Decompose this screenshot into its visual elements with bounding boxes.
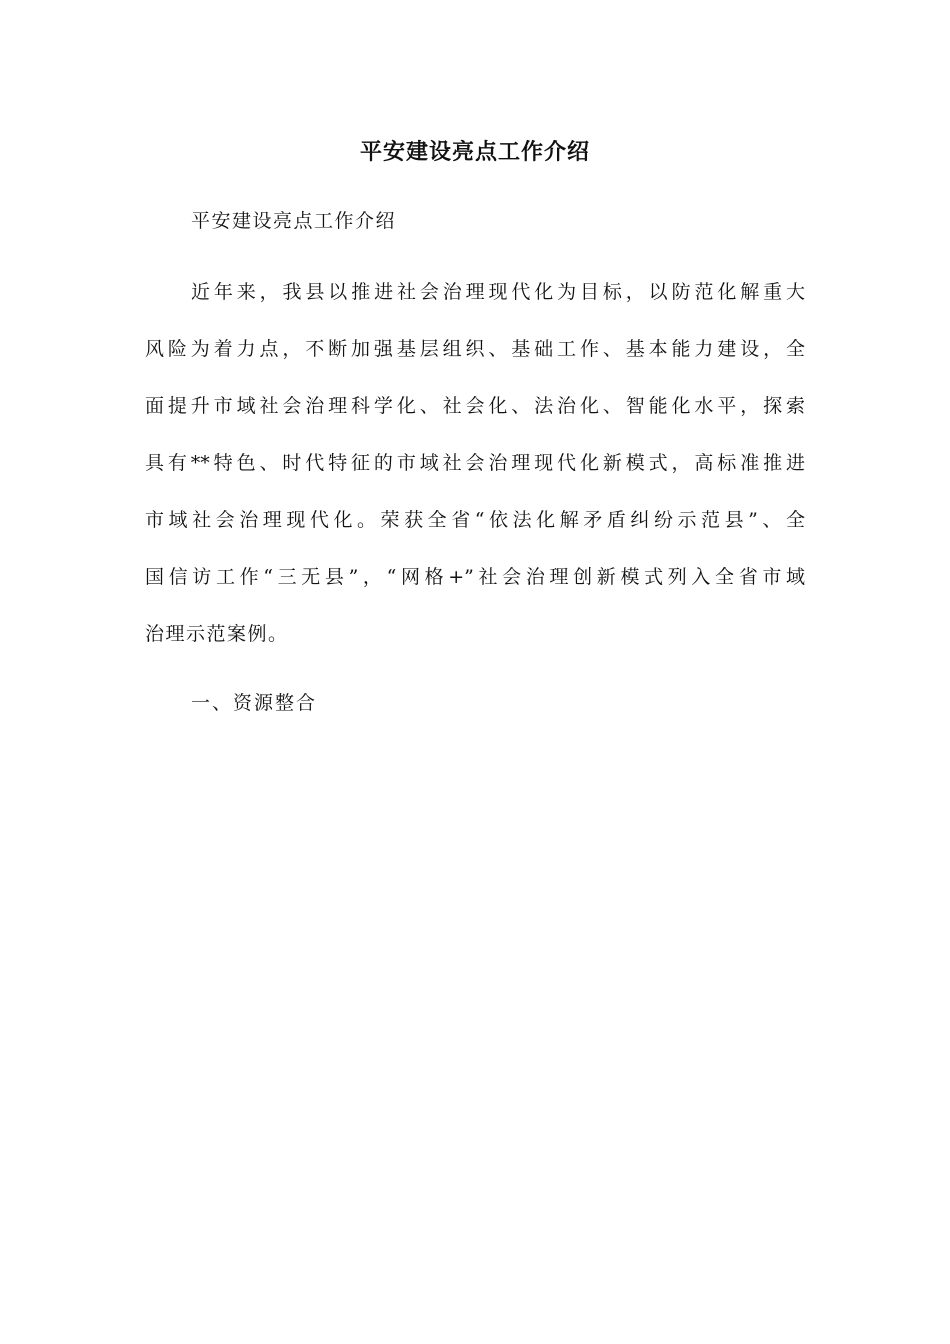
paragraph-line: 面提升市域社会治理科学化、社会化、法治化、智能化水平，探索 [145, 395, 805, 417]
document-subtitle: 平安建设亮点工作介绍 [191, 210, 397, 232]
section-heading: 一、资源整合 [191, 692, 318, 714]
paragraph-line: 近年来，我县以推进社会治理现代化为目标，以防范化解重大 [191, 281, 805, 303]
paragraph-line: 治理示范案例。 [145, 623, 289, 645]
paragraph-line: 国信访工作“三无县”，“网格+”社会治理创新模式列入全省市域 [145, 566, 805, 588]
paragraph-line: 具有**特色、时代特征的市域社会治理现代化新模式，高标准推进 [145, 452, 805, 474]
paragraph-line: 市域社会治理现代化。荣获全省“依法化解矛盾纠纷示范县”、全 [145, 509, 805, 531]
body-paragraph [145, 275, 805, 674]
paragraph-line: 风险为着力点，不断加强基层组织、基础工作、基本能力建设，全 [145, 338, 805, 360]
document-title: 平安建设亮点工作介绍 [359, 139, 590, 165]
